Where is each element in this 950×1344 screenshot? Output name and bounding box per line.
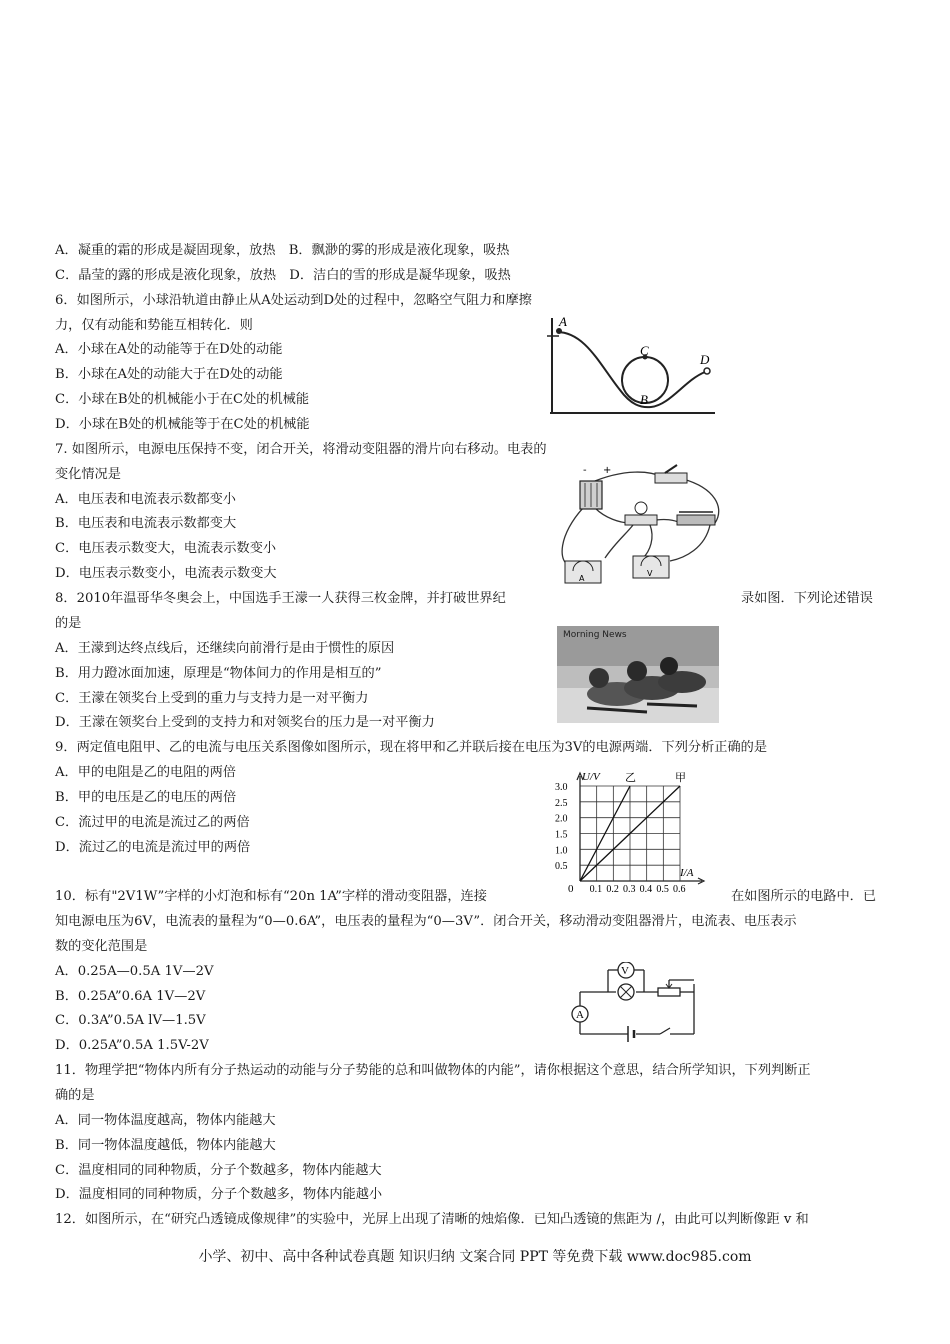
q8-photo-caption: Morning News — [563, 630, 627, 640]
q6-option-a: A．小球在A处的动能等于在D处的动能 — [55, 342, 283, 357]
q7-option-b: B．电压表和电流表示数都变大 — [55, 516, 237, 531]
chart-x-tick-0: 0.1 — [589, 884, 603, 895]
q11-option-a: A．同一物体温度越高，物体内能越大 — [55, 1113, 276, 1128]
q8-skater-photo — [557, 626, 719, 723]
q7-battery-plus: + — [603, 465, 612, 476]
q7-ammeter-label: A — [579, 574, 585, 583]
q6-option-b: B．小球在A处的动能大于在D处的动能 — [55, 367, 283, 382]
chart-x-tick-1: 0.2 — [606, 884, 619, 895]
q8-stem-line-2: 的是 — [55, 616, 82, 631]
q7-option-d: D．电压表示数变小，电流表示数变大 — [55, 566, 277, 581]
q6-label-c: C — [640, 343, 649, 358]
q10-stem-line-3: 数的变化范围是 — [55, 939, 148, 954]
q6-stem-line-1: 6．如图所示，小球沿轨道由静止从A处运动到D处的过程中，忽略空气阻力和摩擦 — [55, 293, 532, 308]
q10-stem-line-1-left: 10．标有"2V1W”字样的小灯泡和标有“20n 1A”字样的滑动变阻器，连接 — [55, 889, 487, 904]
q9-option-a: A．甲的电阻是乙的电阻的两倍 — [55, 765, 236, 780]
q10-voltmeter-label: V — [621, 965, 629, 977]
q7-battery-minus: - — [583, 465, 587, 476]
q10-option-a: A．0.25A—0.5A 1V—2V — [55, 964, 214, 979]
chart-origin-label: 0 — [568, 883, 574, 895]
q9-ui-chart — [552, 768, 712, 896]
q10-stem-line-2: 知电源电压为6V，电流表的量程为“0—0.6A”，电压表的量程为“0—3V”．闭合开关，移动滑动变阻器滑片，电流表、电压表示 — [55, 914, 797, 929]
q7-stem-line-1: 7. 如图所示，电源电压保持不变，闭合开关，将滑动变阻器的滑片向右移动。电表的 — [55, 442, 547, 457]
q7-option-a: A．电压表和电流表示数都变小 — [55, 492, 236, 507]
q9-stem: 9．两定值电阻甲、乙的电流与电压关系图像如图所示，现在将甲和乙并联后接在电压为3V的电源两端．下列分析正确的是 — [55, 740, 768, 755]
q7-option-c: C．电压表示数变大，电流表示数变小 — [55, 541, 277, 556]
q8-option-c: C．王濛在领奖台上受到的重力与支持力是一对平衡力 — [55, 691, 369, 706]
chart-y-tick-3: 2.0 — [555, 813, 568, 825]
q11-option-b: B．同一物体温度越低，物体内能越大 — [55, 1138, 276, 1153]
chart-x-tick-3: 0.4 — [639, 884, 653, 895]
q6-track-figure — [545, 310, 720, 418]
q10-ammeter-label: A — [576, 1009, 584, 1021]
q7-circuit-figure — [555, 463, 727, 585]
chart-x-tick-2: 0.3 — [623, 884, 636, 895]
q6-label-a: A — [559, 314, 567, 329]
chart-x-tick-5: 0.6 — [673, 884, 686, 895]
q11-option-c: C．温度相同的同种物质，分子个数越多，物体内能越大 — [55, 1163, 382, 1178]
q6-stem-line-2: 力，仅有动能和势能互相转化．则 — [55, 318, 253, 333]
q5-option-line-2: C．晶莹的露的形成是液化现象，放热 D．洁白的雪的形成是凝华现象，吸热 — [55, 268, 511, 283]
chart-y-tick-0: 0.5 — [555, 861, 568, 873]
q7-stem-line-2: 变化情况是 — [55, 467, 121, 482]
q8-option-b: B．用力蹬冰面加速，原理是“物体间力的作用是相互的” — [55, 666, 382, 681]
q11-stem-line-1: 11．物理学把“物体内所有分子热运动的动能与分子势能的总和叫做物体的内能”，请你根据这个意思，结合所学知识，下列判断正 — [55, 1063, 811, 1078]
q12-stem-line-1: 12．如图所示，在“研究凸透镜成像规律”的实验中，光屏上出现了清晰的烛焰像．已知凸透镜的焦距为 /，由此可以判断像距 v 和 — [55, 1212, 809, 1227]
chart-y-tick-1: 1.0 — [555, 845, 568, 857]
q10-option-b: B．0.25A”0.6A 1V—2V — [55, 989, 206, 1004]
q6-label-b: B — [640, 392, 648, 407]
q8-stem-line-1-right: 录如图．下列论述错误 — [741, 591, 873, 606]
q9-option-c: C．流过甲的电流是流过乙的两倍 — [55, 815, 250, 830]
chart-x-label: I/A — [680, 867, 694, 879]
chart-y-tick-4: 2.5 — [555, 797, 568, 809]
q10-stem-line-1-right: 在如图所示的电路中．已 — [731, 889, 877, 904]
q11-option-d: D．温度相同的同种物质，分子个数越多，物体内能越小 — [55, 1187, 383, 1202]
q6-option-c: C．小球在B处的机械能小于在C处的机械能 — [55, 392, 310, 407]
q10-option-c: C．0.3A”0.5A lV—1.5V — [55, 1013, 206, 1028]
chart-x-tick-4: 0.5 — [656, 884, 669, 895]
q10-circuit-figure — [570, 962, 700, 1042]
q8-option-a: A．王濛到达终点线后，还继续向前滑行是由于惯性的原因 — [55, 641, 395, 656]
q8-stem-line-1-left: 8．2010年温哥华冬奥会上，中国选手王濛一人获得三枚金牌，并打破世界纪 — [55, 591, 506, 606]
q6-label-d: D — [700, 352, 710, 367]
q9-option-d: D．流过乙的电流是流过甲的两倍 — [55, 840, 251, 855]
page-footer: 小学、初中、高中各种试卷真题 知识归纳 文案合同 PPT 等免费下载 www.doc985.com — [198, 1249, 752, 1265]
chart-series-label-0: 乙 — [625, 771, 636, 784]
q11-stem-line-2: 确的是 — [55, 1088, 95, 1103]
q10-option-d: D．0.25A”0.5A 1.5V-2V — [55, 1038, 209, 1053]
chart-y-label: U/V — [582, 771, 600, 783]
chart-series-label-1: 甲 — [675, 771, 686, 784]
chart-y-tick-5: 3.0 — [555, 782, 568, 793]
q5-option-line-1: A．凝重的霜的形成是凝固现象，放热 B．飘渺的雾的形成是液化现象，吸热 — [55, 243, 510, 258]
q9-option-b: B．甲的电压是乙的电压的两倍 — [55, 790, 237, 805]
q6-option-d: D．小球在B处的机械能等于在C处的机械能 — [55, 417, 310, 432]
q8-option-d: D．王濛在领奖台上受到的支持力和对领奖台的压力是一对平衡力 — [55, 715, 435, 730]
chart-y-tick-2: 1.5 — [555, 829, 568, 841]
q7-voltmeter-label: V — [647, 569, 653, 578]
